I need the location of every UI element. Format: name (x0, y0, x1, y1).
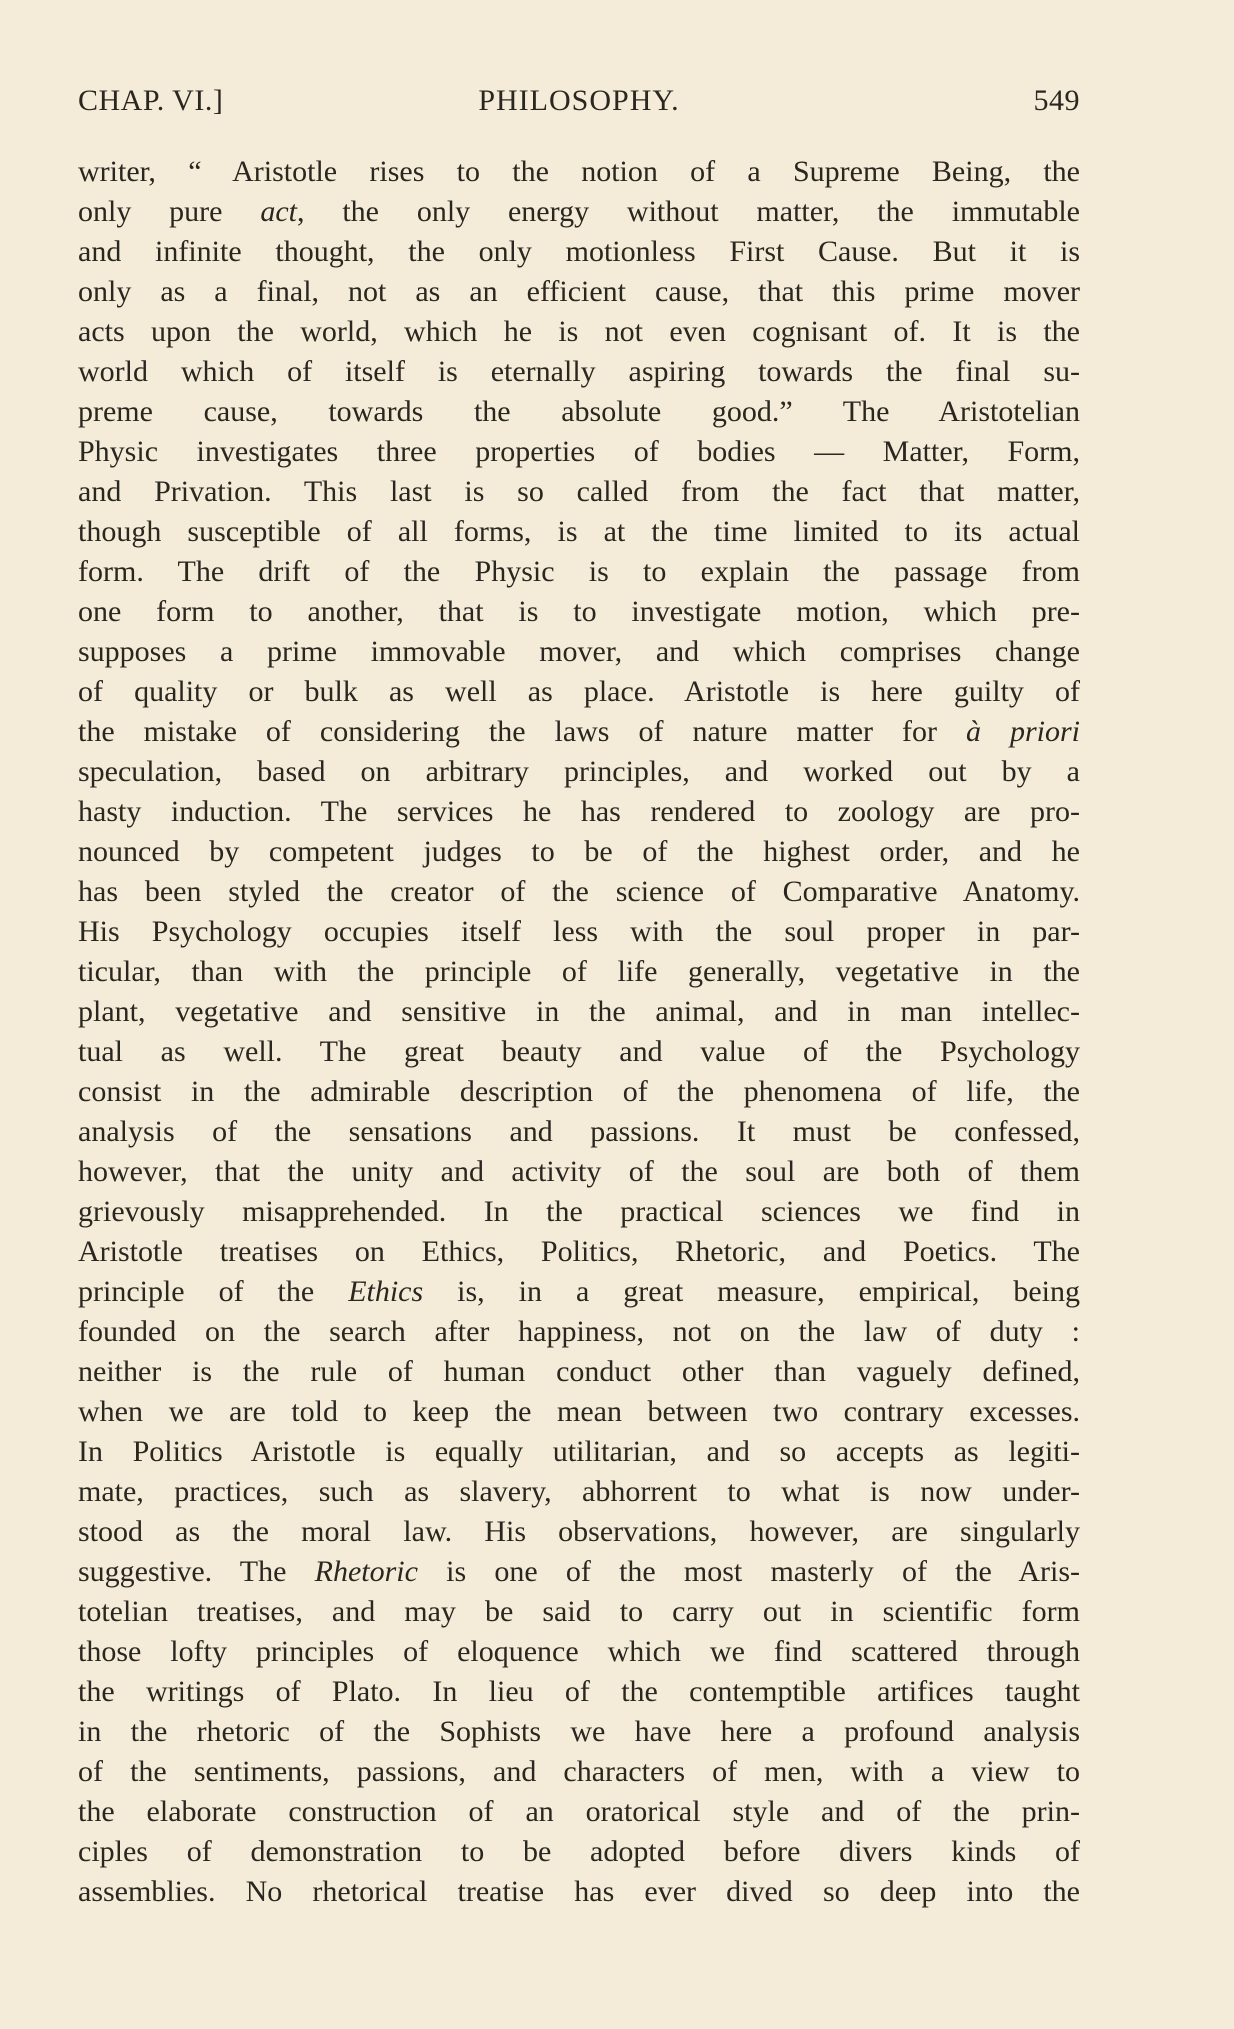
text-segment: one form to another, that is to investigate motion, which pre- (78, 595, 1080, 628)
italic-text: Rhetoric (314, 1555, 418, 1588)
text-line (78, 1272, 1080, 1312)
text-segment: Physic investigates three properties of bodies — Matter, Form, (78, 435, 1080, 468)
text-line (78, 632, 1080, 672)
text-segment: only pure (78, 195, 261, 228)
text-segment: suggestive. The (78, 1555, 315, 1588)
text-segment: in the rhetoric of the Sophists we have here a profound analysis (78, 1715, 1080, 1748)
text-line (78, 1072, 1080, 1112)
text-segment: consist in the admirable description of the phenomena of life, the (78, 1075, 1080, 1108)
text-line (78, 432, 1080, 472)
text-segment: form. The drift of the Physic is to explain the passage from (78, 555, 1080, 588)
text-line (78, 312, 1080, 352)
text-segment: founded on the search after happiness, not on the law of duty : (78, 1315, 1080, 1348)
text-segment: the mistake of considering the laws of nature matter for (78, 715, 966, 748)
text-line (78, 352, 1080, 392)
text-line (78, 912, 1080, 952)
text-line (78, 1872, 1080, 1912)
text-line (78, 1712, 1080, 1752)
text-line (78, 232, 1080, 272)
page-number: 549 (1033, 84, 1080, 117)
text-segment: and infinite thought, the only motionless First Cause. But it is (78, 235, 1080, 268)
text-segment: Aristotle treatises on Ethics, Politics, Rhetoric, and Poetics. The (78, 1235, 1080, 1268)
text-line (78, 152, 1080, 192)
text-segment: is one of the most masterly of the Aris- (417, 1555, 1080, 1588)
text-line (78, 1232, 1080, 1272)
text-segment: the elaborate construction of an oratorical style and of the prin- (78, 1795, 1080, 1828)
text-segment: those lofty principles of eloquence which we find scattered through (78, 1635, 1080, 1668)
text-line (78, 1632, 1080, 1672)
text-segment: analysis of the sensations and passions. It must be confessed, (78, 1115, 1080, 1148)
text-segment: ticular, than with the principle of life generally, vegetative in the (78, 955, 1080, 988)
text-line (78, 992, 1080, 1032)
text-segment: tual as well. The great beauty and value of the Psychology (78, 1035, 1080, 1068)
text-line (78, 1112, 1080, 1152)
text-segment: grievously misapprehended. In the practical sciences we find in (78, 1195, 1080, 1228)
text-line (78, 872, 1080, 912)
text-segment: stood as the moral law. His observations, however, are singularly (78, 1515, 1080, 1548)
text-line (78, 192, 1080, 232)
text-segment: neither is the rule of human conduct other than vaguely defined, (78, 1355, 1080, 1388)
text-line (78, 392, 1080, 432)
text-line (78, 1352, 1080, 1392)
page-title: PHILOSOPHY. (478, 84, 680, 117)
text-segment: when we are told to keep the mean between two contrary excesses. (78, 1395, 1080, 1428)
body-text (78, 152, 1080, 1912)
text-line (78, 952, 1080, 992)
text-line (78, 472, 1080, 512)
text-segment: though susceptible of all forms, is at the time limited to its actual (78, 515, 1080, 548)
text-segment: hasty induction. The services he has rendered to zoology are pro- (78, 795, 1080, 828)
text-line (78, 1512, 1080, 1552)
text-segment: preme cause, towards the absolute good.” The Aristotelian (78, 395, 1080, 428)
text-segment: acts upon the world, which he is not even cognisant of. It is the (78, 315, 1080, 348)
text-line (78, 512, 1080, 552)
text-segment: and Privation. This last is so called from the fact that matter, (78, 475, 1080, 508)
text-segment: principle of the (78, 1275, 349, 1308)
text-line (78, 1832, 1080, 1872)
text-segment: nounced by competent judges to be of the highest order, and he (78, 835, 1080, 868)
text-line (78, 1472, 1080, 1512)
text-segment: assemblies. No rhetorical treatise has ever dived so deep into the (78, 1875, 1080, 1908)
chapter-label: CHAP. VI.] (78, 84, 224, 117)
text-line (78, 832, 1080, 872)
text-line (78, 1672, 1080, 1712)
text-line (78, 1312, 1080, 1352)
text-segment: ciples of demonstration to be adopted before divers kinds of (78, 1835, 1080, 1868)
text-segment: world which of itself is eternally aspiring towards the final su- (78, 355, 1080, 388)
text-segment: His Psychology occupies itself less with the soul proper in par- (78, 915, 1080, 948)
text-line (78, 1792, 1080, 1832)
text-segment: mate, practices, such as slavery, abhorrent to what is now under- (78, 1475, 1080, 1508)
text-line (78, 712, 1080, 752)
running-header (78, 84, 1080, 124)
text-line (78, 1032, 1080, 1072)
text-line (78, 1552, 1080, 1592)
text-line (78, 752, 1080, 792)
text-segment: only as a final, not as an efficient cause, that this prime mover (78, 275, 1080, 308)
text-segment: has been styled the creator of the science of Comparative Anatomy. (78, 875, 1080, 908)
text-line (78, 592, 1080, 632)
italic-text: à priori (965, 715, 1080, 748)
text-line (78, 792, 1080, 832)
text-line (78, 552, 1080, 592)
text-segment: of quality or bulk as well as place. Aristotle is here guilty of (78, 675, 1080, 708)
text-line (78, 1432, 1080, 1472)
text-line (78, 1192, 1080, 1232)
text-segment: the writings of Plato. In lieu of the contemptible artifices taught (78, 1675, 1080, 1708)
text-line (78, 1152, 1080, 1192)
italic-text: Ethics (348, 1275, 424, 1308)
text-segment: plant, vegetative and sensitive in the animal, and in man intellec- (78, 995, 1080, 1028)
text-segment: In Politics Aristotle is equally utilitarian, and so accepts as legiti- (78, 1435, 1080, 1468)
text-segment: of the sentiments, passions, and characters of men, with a view to (78, 1755, 1080, 1788)
text-segment: however, that the unity and activity of the soul are both of them (78, 1155, 1080, 1188)
text-segment: supposes a prime immovable mover, and which comprises change (78, 635, 1080, 668)
text-segment: totelian treatises, and may be said to carry out in scientific form (78, 1595, 1080, 1628)
text-segment: , the only energy without matter, the immutable (296, 195, 1080, 228)
text-segment: writer, “ Aristotle rises to the notion of a Supreme Being, the (78, 155, 1080, 188)
text-line (78, 672, 1080, 712)
text-line (78, 1592, 1080, 1632)
text-line (78, 1752, 1080, 1792)
text-line (78, 1392, 1080, 1432)
text-line (78, 272, 1080, 312)
text-segment: speculation, based on arbitrary principles, and worked out by a (78, 755, 1080, 788)
text-segment: is, in a great measure, empirical, being (423, 1275, 1080, 1308)
italic-text: act (260, 195, 297, 228)
